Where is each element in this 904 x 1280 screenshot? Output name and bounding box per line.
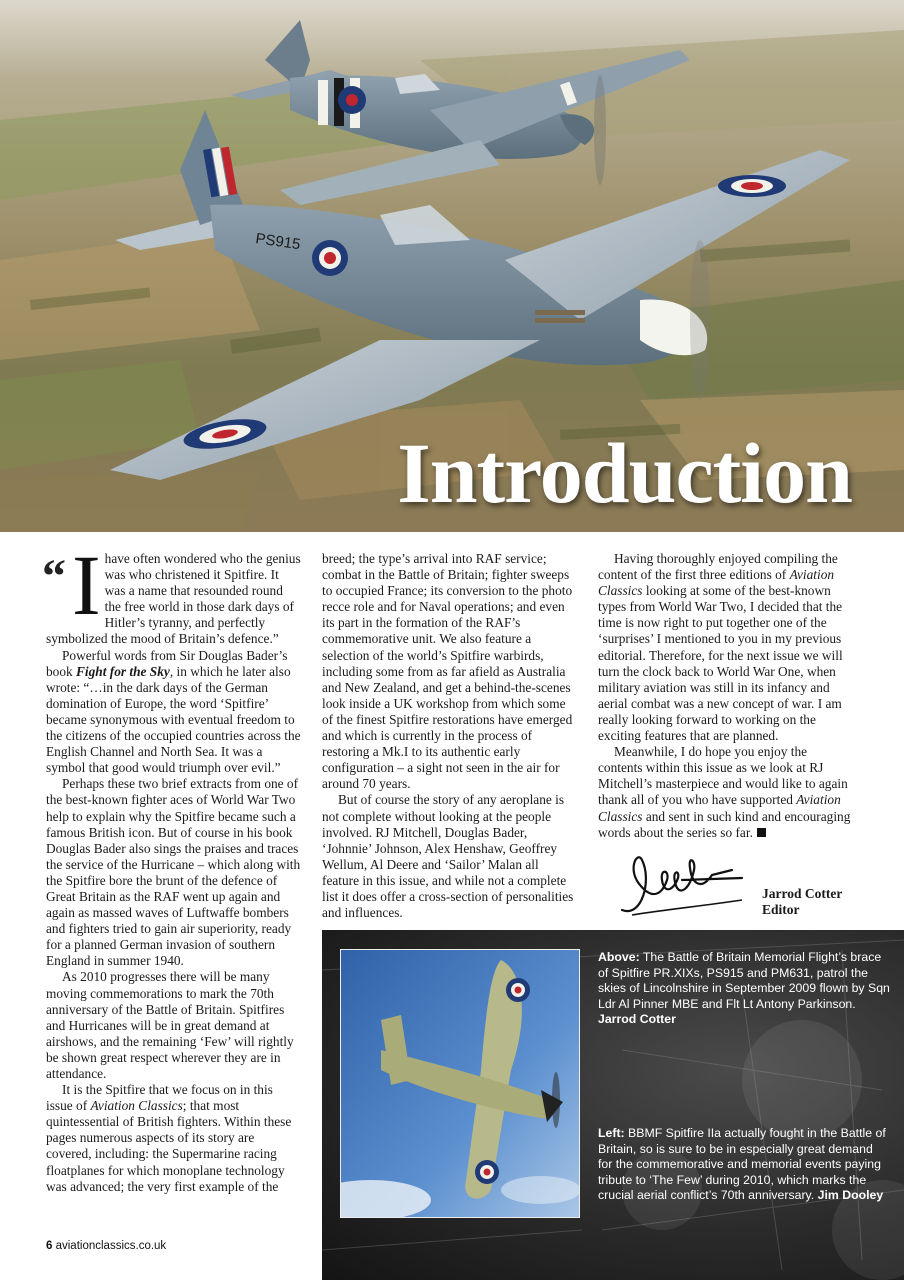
magazine-title: Aviation Classics [598,567,835,599]
body-paragraph: But of course the story of any aeroplane is not complete without looking at the people involved. RJ Mitchell, Douglas Bader, ‘Johnnie’ Johnson, Alex Henshaw, Geoffrey Wellum, Al Deere and ‘Sailor’ Malan all feature in this issue, and while not a complete list it does offer a cross-section of personalities and influences. [322,792,574,921]
body-paragraph: Having thoroughly enjoyed compiling the content of the first three editions of Aviation Classics looking at some of the best-known types from World War Two, I decided that the time is now right to put together one of the ‘surprises’ I mentioned to you in my previous editorial. Therefore, for the next issue we will turn the clock back to World War One, when military aviation was still in its infancy and aerial combat was a new concept of war. I am really looking forward to working on the exciting features that are planned. [598,551,843,744]
caption-above: Above: The Battle of Britain Memorial Flight’s brace of Spitfire PR.XIXs, PS915 and PM631, patrol the skies of Lincolnshire in September 2009 flown by Sqn Ldr Al Pinner MBE and Flt Lt Antony Parkinson. Jarrod Cotter [598,950,890,1027]
article-column-3 [598,551,854,841]
aircraft-code-label: PS915 [254,230,302,254]
magazine-title: Aviation Classics [598,792,841,824]
photo-credit: Jarrod Cotter [598,1012,676,1027]
editor-name: Jarrod Cotter [762,886,843,901]
article-column-1 [42,537,302,1195]
caption-label: Above: [598,950,640,964]
page-title: Introduction [397,425,852,521]
body-paragraph: It is the Spitfire that we focus on in this issue of Aviation Classics; that most quintessential of British fighters. Within these pages numerous aspects of its story are covered, including: the Supermarine racing floatplanes for which monoplane technology was advanced; the very first example of the [46,1082,292,1194]
magazine-title: Aviation Classics [90,1098,183,1114]
book-title: Fight for the Sky [76,663,170,679]
photo-credit: Jim Dooley [817,1188,884,1203]
body-paragraph: As 2010 progresses there will be many moving commemorations to mark the 70th anniversary of the Battle of Britain. Spitfires and Hurricanes will be in great demand at airshows, and the remaining ‘Few’ will rightly be shown great respect wherever they are in attendance. [46,969,294,1081]
dropcap-letter: I [72,537,101,633]
body-paragraph: Meanwhile, I do hope you enjoy the contents within this issue as we look at RJ Mitchell’s masterpiece and would like to again thank all of you who have supported Aviation Classics and sent in such kind and encouraging words about the series so far. [598,744,851,840]
spitfire-iia-photo [340,949,580,1218]
dropcap-block [42,537,302,648]
editor-credit [762,886,842,918]
spitfire-iia-illustration [341,950,579,1217]
body-paragraph: Perhaps these two brief extracts from one of the best-known fighter aces of World War Two help to explain why the Spitfire became such a famous British icon. But of course in his book Douglas Bader also sings the praises and traces the service of the Hurricane – which along with the Spitfire bore the brunt of the defence of Great Britain as the RAF went up again and again as massed waves of Luftwaffe bombers and fighters tried to gain air superiority, ready for a planned German invasion of southern England in summer 1940. [46,776,301,969]
lead-paragraph: have often wondered who the genius was who christened it Spitfire. It was a name that resounded round the free world in those dark days of Hitler’s tyranny, and perfectly symbolized the mood of Britain’s defence.” [46,551,301,647]
editor-signature [612,840,752,924]
page-footer [46,1240,166,1252]
caption-label: Left: [598,1126,625,1140]
editor-role: Editor [762,902,800,917]
end-of-article-icon [757,828,766,837]
body-paragraph: Powerful words from Sir Douglas Bader’s book Fight for the Sky, in which he later also wrote: “…in the dark days of the German domination of Europe, the word ‘Spitfire’ became synonymous with eventual freedom to the citizens of the occupied countries across the English Channel and North Sea. It was a symbol that good would triumph over evil.” [46,647,301,776]
dropcap-quote: “ [42,550,66,603]
caption-left: Left: BBMF Spitfire IIa actually fought in the Battle of Britain, so is sure to be in especially great demand for the commemorative and memorial events paying tribute to ‘The Few’ during 2010, which marks the crucial aerial conflict’s 70th anniversary. Jim Dooley [598,1126,886,1203]
article-column-2 [322,551,578,921]
page-number: 6 [46,1240,53,1252]
caption-panel [322,930,904,1280]
website-url[interactable]: aviationclassics.co.uk [55,1240,167,1252]
hero-photo [0,0,904,532]
body-paragraph: breed; the type’s arrival into RAF service; combat in the Battle of Britain; fighter sweeps to occupied France; its conversion to the photo recce role and for Naval operations; and even its part in the formation of the RAF’s commemorative unit. We also feature a selection of the world’s Spitfire warbirds, including some from as far afield as Australia and New Zealand, and get a behind-the-scenes look inside a UK workshop from which some of the finest Spitfire restorations have emerged and which is currently in the process of restoring a Mk.I to its authentic early configuration – a sight not seen in the air for around 70 years. [322,551,573,792]
